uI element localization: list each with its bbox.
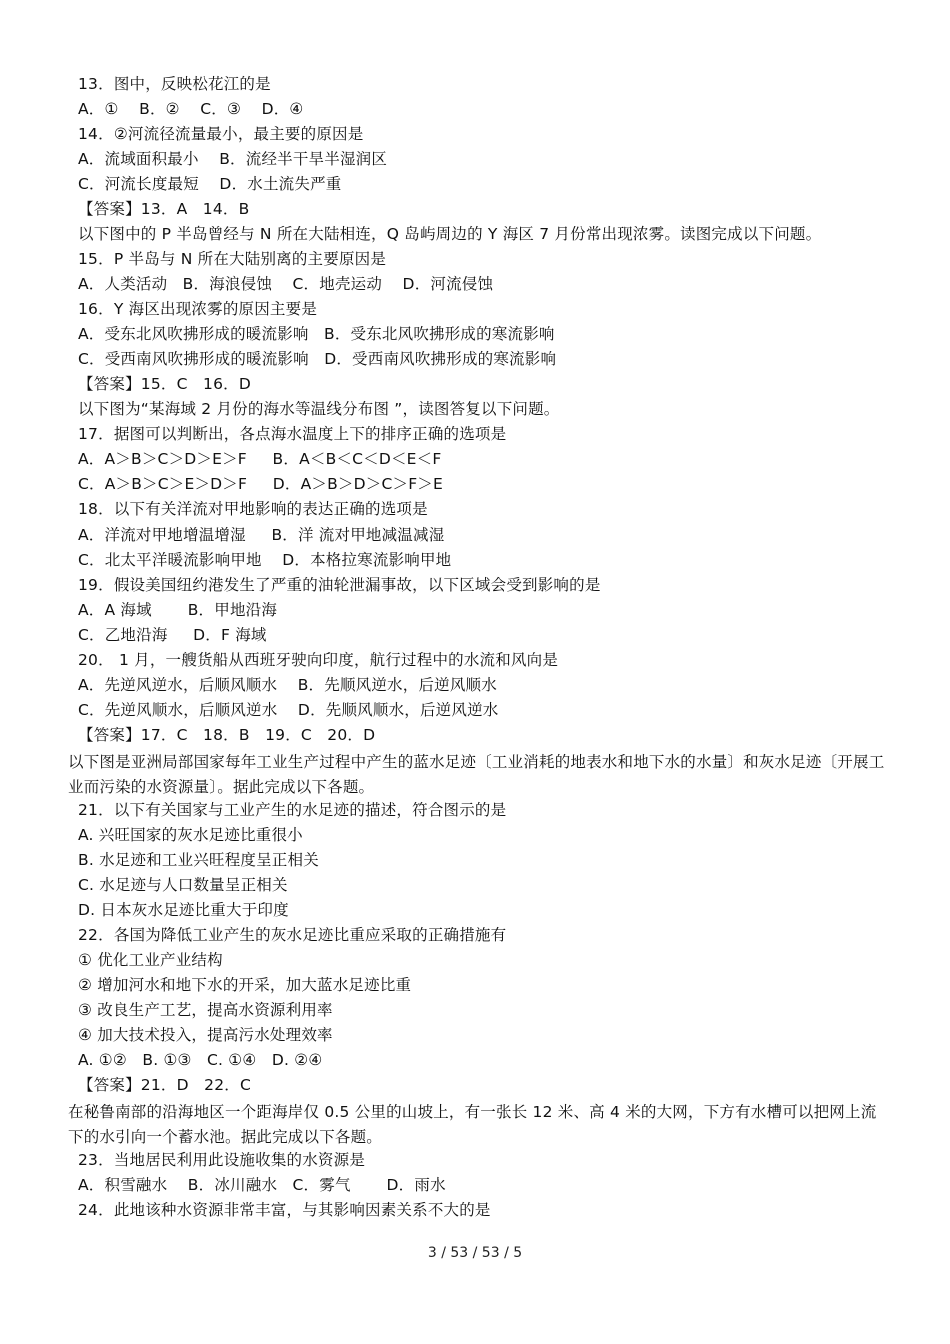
q19-options-ab: A．A 海域 B．甲地沿海 (78, 601, 278, 619)
q21-option-a: A. 兴旺国家的灰水足迹比重很小 (78, 826, 303, 844)
q22-item-3: ③ 改良生产工艺，提高水资源利用率 (78, 1001, 333, 1019)
intro-21-22: 以下图是亚洲局部国家每年工业生产过程中产生的蓝水足迹〔工业消耗的地表水和地下水的水量〕和灰水足迹〔开展工业而污染的水资源量〕。据此完成以下各题。 (68, 753, 885, 796)
question-24: 24．此地该种水资源非常丰富，与其影响因素关系不大的是 (78, 1201, 491, 1219)
q16-options-cd: C．受西南风吹拂形成的暖流影响 D．受西南风吹拂形成的寒流影响 (78, 350, 557, 368)
question-22: 22．各国为降低工业产生的灰水足迹比重应采取的正确措施有 (78, 926, 507, 944)
question-19: 19．假设美国纽约港发生了严重的油轮泄漏事故，以下区域会受到影响的是 (78, 576, 601, 594)
question-23: 23．当地居民利用此设施收集的水资源是 (78, 1151, 366, 1169)
q15-options: A．人类活动 B．海浪侵蚀 C．地壳运动 D．河流侵蚀 (78, 275, 494, 293)
q21-option-b: B. 水足迹和工业兴旺程度呈正相关 (78, 851, 319, 869)
intro-15-16: 以下图中的 P 半岛曾经与 N 所在大陆相连，Q 岛屿周边的 Y 海区 7 月份常出现浓雾。读图完成以下问题。 (78, 225, 822, 243)
q16-options-ab: A．受东北风吹拂形成的暖流影响 B．受东北风吹拂形成的寒流影响 (78, 325, 555, 343)
q22-options: A. ①② B. ①③ C. ①④ D. ②④ (78, 1051, 323, 1069)
page-footer: 3 / 53 / 53 / 5 (427, 1245, 523, 1261)
q22-item-2: ② 增加河水和地下水的开采，加大蓝水足迹比重 (78, 976, 412, 994)
question-16: 16．Y 海区出现浓雾的原因主要是 (78, 300, 318, 318)
q19-options-cd: C．乙地沿海 D．F 海域 (78, 626, 267, 644)
q20-options-cd: C．先逆风顺水，后顺风逆水 D．先顺风顺水，后逆风逆水 (78, 701, 499, 719)
question-17: 17．据图可以判断出，各点海水温度上下的排序正确的选项是 (78, 425, 507, 443)
answer-13-14: 【答案】13．A 14．B (78, 200, 250, 218)
question-18: 18．以下有关洋流对甲地影响的表达正确的选项是 (78, 500, 428, 518)
q18-options-ab: A．洋流对甲地增温增湿 B．洋 流对甲地减温减湿 (78, 526, 445, 544)
q21-option-d: D. 日本灰水足迹比重大于印度 (78, 901, 289, 919)
intro-23-24: 在秘鲁南部的沿海地区一个距海岸仅 0.5 公里的山坡上，有一张长 12 米、高 4 米的大网，下方有水槽可以把网上流下的水引向一个蓄水池。据此完成以下各题。 (68, 1103, 877, 1146)
question-15: 15．P 半岛与 N 所在大陆别离的主要原因是 (78, 250, 387, 268)
q21-option-c: C. 水足迹与人口数量呈正相关 (78, 876, 288, 894)
intro-17-20: 以下图为“某海域 2 月份的海水等温线分布图 ”，读图答复以下问题。 (78, 400, 560, 418)
q23-options: A．积雪融水 B．冰川融水 C．雾气 D．雨水 (78, 1176, 446, 1194)
q17-options-ab: A．A＞B＞C＞D＞E＞F B．A＜B＜C＜D＜E＜F (78, 450, 442, 468)
q20-options-ab: A．先逆风逆水，后顺风顺水 B．先顺风逆水，后逆风顺水 (78, 676, 497, 694)
question-20: 20． 1 月，一艘货船从西班牙驶向印度，航行过程中的水流和风向是 (78, 651, 559, 669)
q22-item-1: ① 优化工业产业结构 (78, 951, 223, 969)
question-14: 14．②河流径流量最小，最主要的原因是 (78, 125, 364, 143)
q14-options-ab: A．流域面积最小 B．流经半干旱半湿润区 (78, 150, 388, 168)
answer-21-22: 【答案】21．D 22．C (78, 1076, 251, 1094)
q13-options: A．① B．② C．③ D．④ (78, 100, 304, 118)
q17-options-cd: C．A＞B＞C＞E＞D＞F D．A＞B＞D＞C＞F＞E (78, 475, 444, 493)
q22-item-4: ④ 加大技术投入，提高污水处理效率 (78, 1026, 333, 1044)
q18-options-cd: C．北太平洋暖流影响甲地 D．本格拉寒流影响甲地 (78, 551, 452, 569)
answer-17-20: 【答案】17．C 18．B 19．C 20．D (78, 726, 376, 744)
question-13: 13．图中，反映松花江的是 (78, 75, 271, 93)
answer-15-16: 【答案】15．C 16．D (78, 375, 251, 393)
q14-options-cd: C．河流长度最短 D．水土流失严重 (78, 175, 342, 193)
question-21: 21．以下有关国家与工业产生的水足迹的描述，符合图示的是 (78, 801, 507, 819)
